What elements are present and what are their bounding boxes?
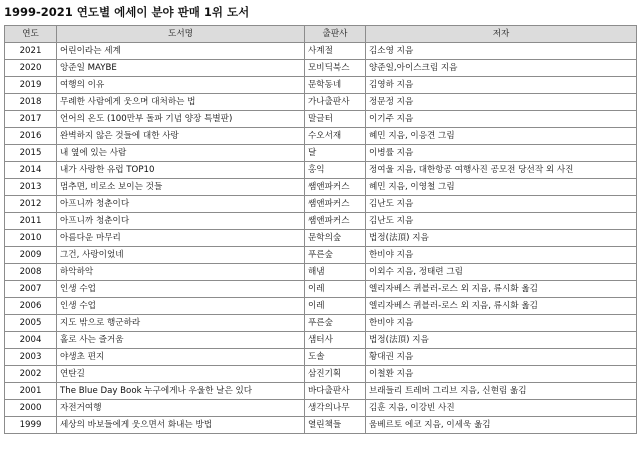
cell-book: 내가 사랑한 유럽 TOP10 <box>57 162 305 179</box>
cell-year: 2015 <box>5 145 57 162</box>
cell-year: 2011 <box>5 213 57 230</box>
header-author: 저자 <box>366 26 637 43</box>
cell-book: 여행의 이유 <box>57 77 305 94</box>
cell-publisher: 달 <box>305 145 366 162</box>
cell-publisher: 바다출판사 <box>305 383 366 400</box>
cell-book: 하악하악 <box>57 264 305 281</box>
cell-book: 지도 밖으로 행군하라 <box>57 315 305 332</box>
cell-publisher: 이레 <box>305 281 366 298</box>
cell-year: 2019 <box>5 77 57 94</box>
cell-book: 언어의 온도 (100만부 돌파 기념 양장 특별판) <box>57 111 305 128</box>
cell-book: 완벽하지 않은 것들에 대한 사랑 <box>57 128 305 145</box>
cell-author: 양준일,아이스크림 지음 <box>366 60 637 77</box>
cell-author: 이병률 지음 <box>366 145 637 162</box>
cell-year: 2012 <box>5 196 57 213</box>
table-row <box>5 145 637 162</box>
table-row <box>5 298 637 315</box>
table-row <box>5 264 637 281</box>
cell-year: 2005 <box>5 315 57 332</box>
table-row <box>5 179 637 196</box>
cell-publisher: 수오서재 <box>305 128 366 145</box>
cell-year: 1999 <box>5 417 57 434</box>
cell-publisher: 홍익 <box>305 162 366 179</box>
table-row <box>5 94 637 111</box>
cell-publisher: 쌤앤파커스 <box>305 179 366 196</box>
cell-author: 엘리자베스 퀴블러-로스 외 지음, 류시화 옮김 <box>366 298 637 315</box>
table-row <box>5 366 637 383</box>
cell-book: 아프니까 청춘이다 <box>57 213 305 230</box>
cell-author: 혜민 지음, 이영철 그림 <box>366 179 637 196</box>
cell-publisher: 가나출판사 <box>305 94 366 111</box>
table-body <box>5 43 637 434</box>
cell-year: 2016 <box>5 128 57 145</box>
table-row <box>5 332 637 349</box>
cell-author: 김영하 지음 <box>366 77 637 94</box>
cell-publisher: 삼진기획 <box>305 366 366 383</box>
cell-publisher: 사계절 <box>305 43 366 60</box>
cell-publisher: 열린책들 <box>305 417 366 434</box>
cell-year: 2007 <box>5 281 57 298</box>
table-row <box>5 196 637 213</box>
cell-author: 브래들리 트레버 그리브 지음, 신현림 옮김 <box>366 383 637 400</box>
cell-year: 2021 <box>5 43 57 60</box>
table-row <box>5 162 637 179</box>
cell-year: 2009 <box>5 247 57 264</box>
header-year: 연도 <box>5 26 57 43</box>
table-row <box>5 247 637 264</box>
cell-publisher: 생각의나무 <box>305 400 366 417</box>
cell-book: 연탄길 <box>57 366 305 383</box>
cell-publisher: 문학동네 <box>305 77 366 94</box>
cell-book: 아프니까 청춘이다 <box>57 196 305 213</box>
cell-book: 앙준일 MAYBE <box>57 60 305 77</box>
cell-author: 정여울 지음, 대한항공 여행사진 공모전 당선작 외 사진 <box>366 162 637 179</box>
cell-author: 엘리자베스 퀴블러-로스 외 지음, 류시화 옮김 <box>366 281 637 298</box>
table-row <box>5 128 637 145</box>
cell-year: 2014 <box>5 162 57 179</box>
cell-author: 움베르토 에코 지음, 이세욱 옮김 <box>366 417 637 434</box>
cell-author: 법정(法頂) 지음 <box>366 230 637 247</box>
cell-year: 2020 <box>5 60 57 77</box>
table-row <box>5 315 637 332</box>
cell-author: 김훈 지음, 이강빈 사진 <box>366 400 637 417</box>
table-row <box>5 417 637 434</box>
cell-author: 황대권 지음 <box>366 349 637 366</box>
cell-book: 내 옆에 있는 사람 <box>57 145 305 162</box>
cell-publisher: 말글터 <box>305 111 366 128</box>
cell-book: 인생 수업 <box>57 281 305 298</box>
cell-author: 이외수 지음, 정태련 그림 <box>366 264 637 281</box>
cell-publisher: 해냄 <box>305 264 366 281</box>
cell-publisher: 푸른숲 <box>305 247 366 264</box>
table-row <box>5 77 637 94</box>
table-row <box>5 213 637 230</box>
cell-publisher: 이레 <box>305 298 366 315</box>
cell-year: 2001 <box>5 383 57 400</box>
cell-year: 2000 <box>5 400 57 417</box>
table-row <box>5 43 637 60</box>
cell-year: 2010 <box>5 230 57 247</box>
cell-author: 정문정 지음 <box>366 94 637 111</box>
cell-year: 2018 <box>5 94 57 111</box>
header-book: 도서명 <box>57 26 305 43</box>
cell-book: 멈추면, 비로소 보이는 것들 <box>57 179 305 196</box>
cell-publisher: 문학의숲 <box>305 230 366 247</box>
cell-year: 2008 <box>5 264 57 281</box>
cell-author: 이기주 지음 <box>366 111 637 128</box>
cell-author: 혜민 지음, 이응견 그림 <box>366 128 637 145</box>
cell-book: 무례한 사람에게 웃으며 대처하는 법 <box>57 94 305 111</box>
bestseller-table <box>4 25 637 434</box>
table-row <box>5 349 637 366</box>
cell-year: 2003 <box>5 349 57 366</box>
cell-book: The Blue Day Book 누구에게나 우울한 날은 있다 <box>57 383 305 400</box>
table-row <box>5 400 637 417</box>
cell-year: 2004 <box>5 332 57 349</box>
cell-book: 자전거여행 <box>57 400 305 417</box>
header-publisher: 출판사 <box>305 26 366 43</box>
cell-year: 2017 <box>5 111 57 128</box>
cell-publisher: 쌤앤파커스 <box>305 213 366 230</box>
cell-publisher: 도솔 <box>305 349 366 366</box>
cell-year: 2002 <box>5 366 57 383</box>
table-header-row <box>5 26 637 43</box>
cell-author: 이철환 지음 <box>366 366 637 383</box>
cell-book: 인생 수업 <box>57 298 305 315</box>
cell-book: 아름다운 마무리 <box>57 230 305 247</box>
cell-year: 2013 <box>5 179 57 196</box>
cell-author: 한비야 지음 <box>366 315 637 332</box>
cell-publisher: 샘터사 <box>305 332 366 349</box>
cell-book: 홀로 사는 즐거움 <box>57 332 305 349</box>
cell-book: 어린이라는 세계 <box>57 43 305 60</box>
cell-author: 법정(法頂) 지음 <box>366 332 637 349</box>
cell-year: 2006 <box>5 298 57 315</box>
cell-publisher: 모비딕북스 <box>305 60 366 77</box>
table-row <box>5 383 637 400</box>
cell-author: 김소영 지음 <box>366 43 637 60</box>
cell-book: 야생초 편지 <box>57 349 305 366</box>
table-row <box>5 60 637 77</box>
cell-author: 김난도 지음 <box>366 213 637 230</box>
cell-author: 김난도 지음 <box>366 196 637 213</box>
cell-publisher: 푸른숲 <box>305 315 366 332</box>
cell-author: 한비야 지음 <box>366 247 637 264</box>
cell-publisher: 쌤앤파커스 <box>305 196 366 213</box>
table-row <box>5 281 637 298</box>
cell-book: 세상의 바보들에게 웃으면서 화내는 방법 <box>57 417 305 434</box>
table-row <box>5 230 637 247</box>
cell-book: 그건, 사랑이었네 <box>57 247 305 264</box>
table-row <box>5 111 637 128</box>
page-title: 1999-2021 연도별 에세이 분야 판매 1위 도서 <box>4 5 250 19</box>
